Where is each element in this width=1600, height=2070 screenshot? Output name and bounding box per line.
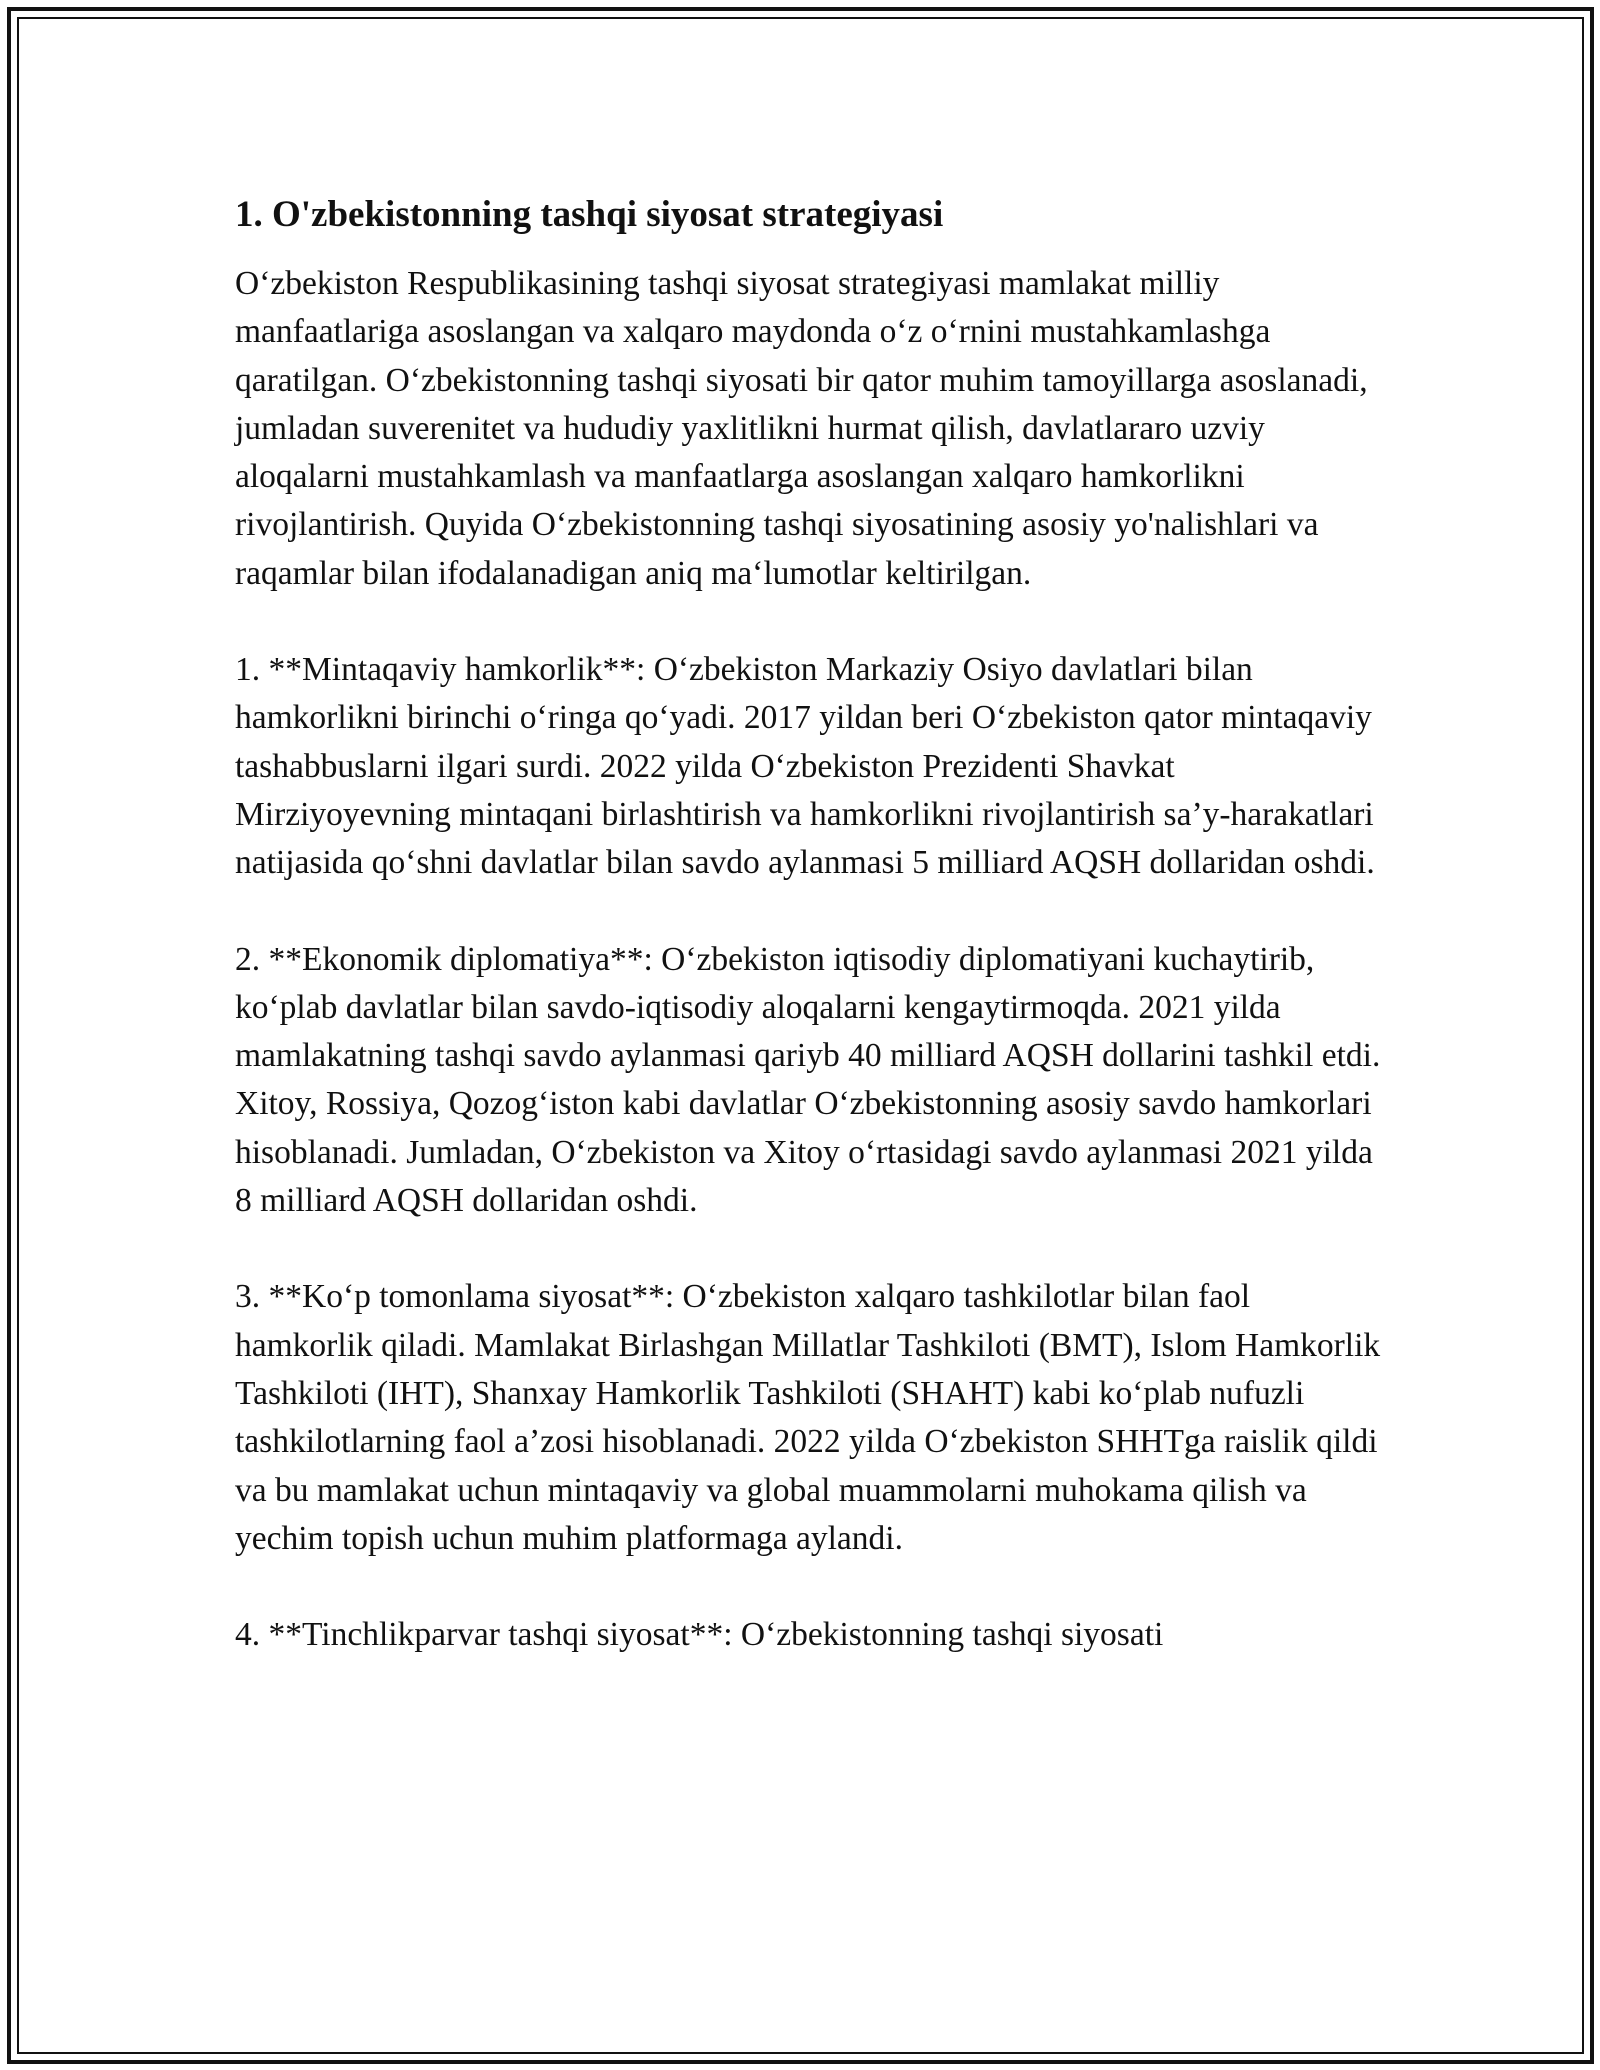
paragraph-regional-cooperation: 1. **Mintaqaviy hamkorlik**: O‘zbekiston Markaziy Osiyo davlatlari bilan hamkorlikni birinchi o‘ringa qo‘yadi. 2017 yildan beri O‘zbekiston qator mintaqaviy tashabbuslarni ilgari surdi. 2022 yilda O‘zbekiston Prezidenti Shavkat Mirziyoyevning mintaqani birlashtirish va hamkorlikni rivojlantirish sa’y-harakatlari natijasida qo‘shni davlatlar bilan savdo aylanmasi 5 milliard AQSH dollaridan oshdi.: [235, 651, 1375, 882]
paragraph-multilateral-policy: 3. **Ko‘p tomonlama siyosat**: O‘zbekiston xalqaro tashkilotlar bilan faol hamkorlik qiladi. Mamlakat Birlashgan Millatlar Tashkiloti (BMT), Islom Hamkorlik Tashkiloti (IHT), Shanxay Hamkorlik Tashkiloti (SHAHT) kabi ko‘plab nufuzli tashkilotlarning faol a’zosi hisoblanadi. 2022 yilda O‘zbekiston SHHTga raislik qildi va bu mamlakat uchun mintaqaviy va global muammolarni muhokama qilish va yechim topish uchun muhim platformaga aylandi.: [235, 1278, 1381, 1557]
document-body: [235, 190, 1385, 1707]
intro-paragraph: O‘zbekiston Respublikasining tashqi siyosat strategiyasi mamlakat milliy manfaatlariga asoslangan va xalqaro maydonda o‘z o‘rnini mustahkamlashga qaratilgan. O‘zbekistonning tashqi siyosati bir qator muhim tamoyillarga asoslanadi, jumladan suverenitet va hududiy yaxlitlikni hurmat qilish, davlatlararo uzviy aloqalarni mustahkamlash va manfaatlarga asoslangan xalqaro hamkorlikni rivojlantirish. Quyida O‘zbekistonning tashqi siyosatining asosiy yo'nalishlari va raqamlar bilan ifodalanadigan aniq ma‘lumotlar keltirilgan.: [235, 265, 1368, 592]
paragraph-economic-diplomacy: 2. **Ekonomik diplomatiya**: O‘zbekiston iqtisodiy diplomatiyani kuchaytirib, ko‘plab davlatlar bilan savdo-iqtisodiy aloqalarni kengaytirmoqda. 2021 yilda mamlakatning tashqi savdo aylanmasi qariyb 40 milliard AQSH dollarini tashkil etdi. Xitoy, Rossiya, Qozog‘iston kabi davlatlar O‘zbekistonning asosiy savdo hamkorlari hisoblanadi. Jumladan, O‘zbekiston va Xitoy o‘rtasidagi savdo aylanmasi 2021 yilda 8 milliard AQSH dollaridan oshdi.: [235, 940, 1381, 1220]
section-title: 1. O'zbekistonning tashqi siyosat strategiyasi: [235, 194, 944, 235]
paragraph-peaceful-policy: 4. **Tinchlikparvar tashqi siyosat**: O‘zbekistonning tashqi siyosati: [235, 1616, 1164, 1654]
